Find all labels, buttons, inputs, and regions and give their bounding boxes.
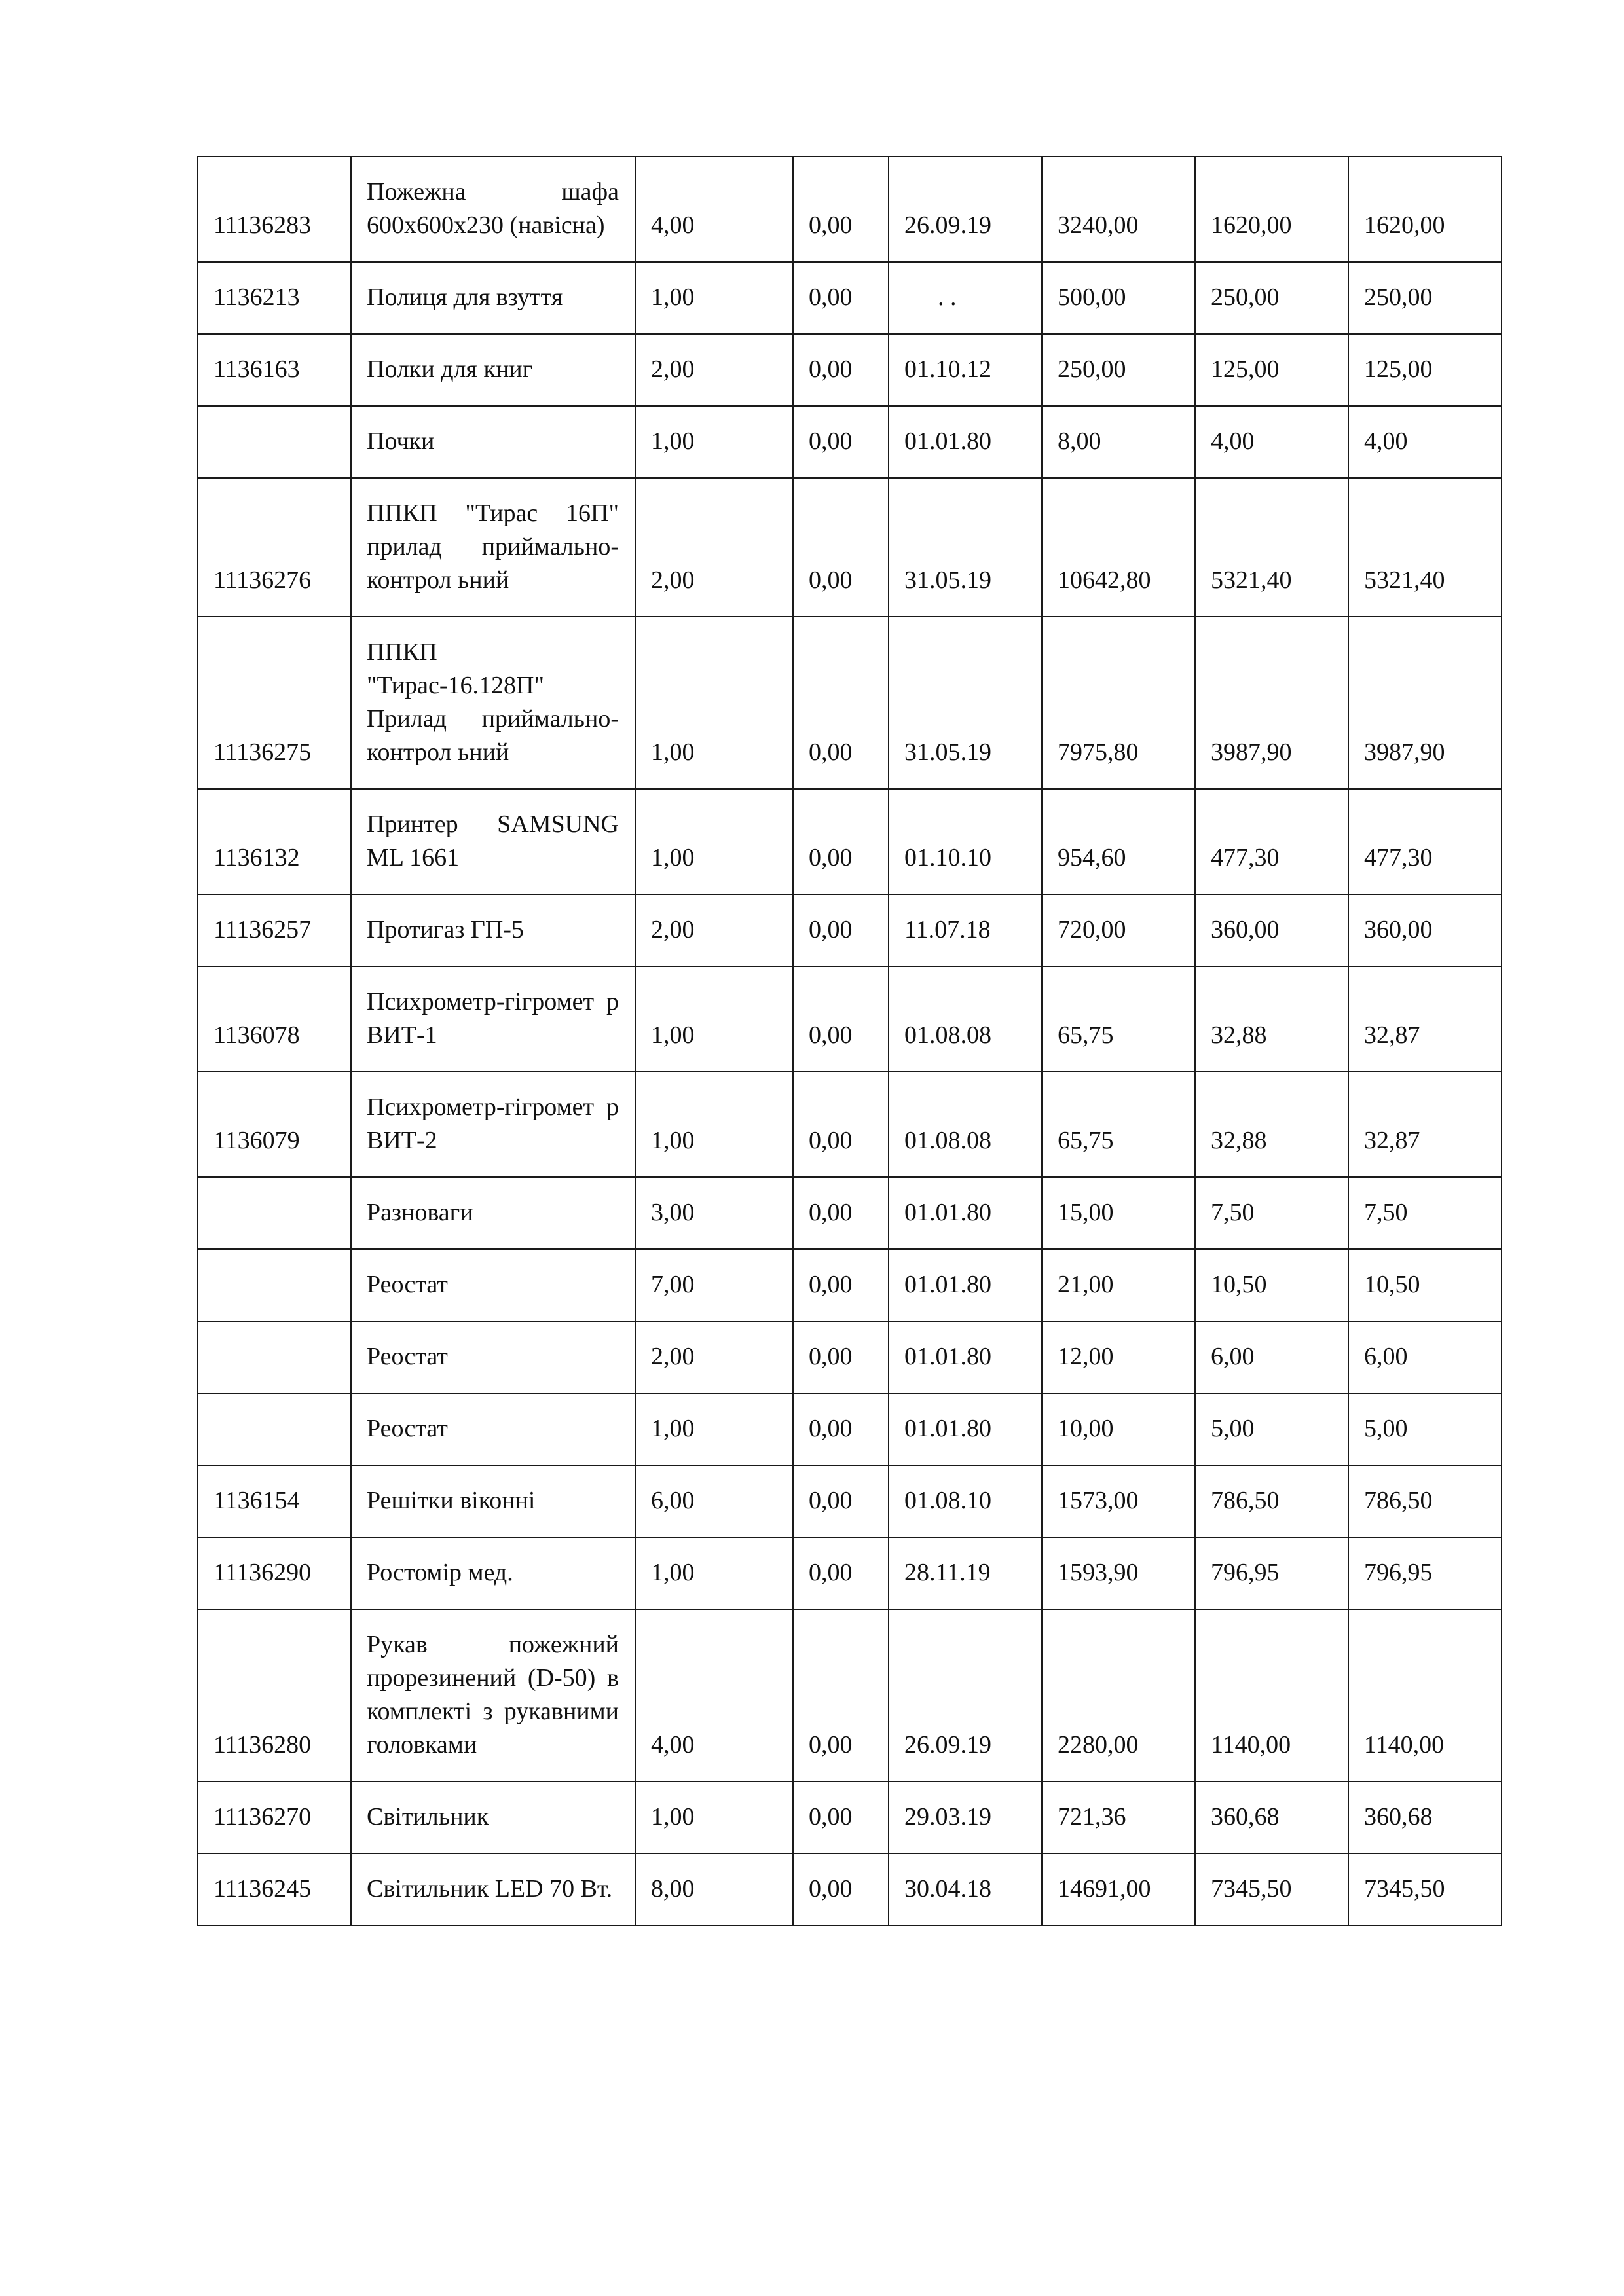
- date-cell: 01.01.80: [889, 1321, 1042, 1393]
- date-cell: 01.10.10: [889, 789, 1042, 894]
- date-cell: 30.04.18: [889, 1853, 1042, 1925]
- item-name-cell: Полиця для взуття: [351, 262, 635, 334]
- total-cost-cell: 65,75: [1042, 966, 1195, 1072]
- extra-value-cell: 0,00: [793, 1393, 889, 1465]
- date-cell: 26.09.19: [889, 156, 1042, 262]
- date-cell: . .: [889, 262, 1042, 334]
- total-cost-cell: 250,00: [1042, 334, 1195, 406]
- extra-value-cell: 0,00: [793, 966, 889, 1072]
- residual-value-cell: 360,00: [1348, 894, 1502, 966]
- extra-value-cell: 0,00: [793, 1609, 889, 1781]
- table-row: [198, 406, 1502, 478]
- date-cell: 26.09.19: [889, 1609, 1042, 1781]
- extra-value-cell: 0,00: [793, 1072, 889, 1177]
- residual-value-cell: 3987,90: [1348, 617, 1502, 789]
- depreciation-cell: 360,68: [1195, 1781, 1348, 1853]
- table-row: [198, 1249, 1502, 1321]
- extra-value-cell: 0,00: [793, 1465, 889, 1537]
- table-row: [198, 1072, 1502, 1177]
- depreciation-cell: 10,50: [1195, 1249, 1348, 1321]
- quantity-cell: 4,00: [635, 156, 793, 262]
- quantity-cell: 1,00: [635, 617, 793, 789]
- quantity-cell: 2,00: [635, 334, 793, 406]
- table-row: [198, 262, 1502, 334]
- date-cell: 29.03.19: [889, 1781, 1042, 1853]
- depreciation-cell: 1620,00: [1195, 156, 1348, 262]
- table-row: [198, 1781, 1502, 1853]
- depreciation-cell: 6,00: [1195, 1321, 1348, 1393]
- item-name-cell: Протигаз ГП-5: [351, 894, 635, 966]
- quantity-cell: 1,00: [635, 1537, 793, 1609]
- residual-value-cell: 250,00: [1348, 262, 1502, 334]
- inventory-number-cell: 11136275: [198, 617, 351, 789]
- total-cost-cell: 15,00: [1042, 1177, 1195, 1249]
- item-name-cell: ППКП "Тирас-16.128П" Прилад приймально-контрол ьний: [351, 617, 635, 789]
- quantity-cell: 2,00: [635, 1321, 793, 1393]
- inventory-number-cell: 11136245: [198, 1853, 351, 1925]
- residual-value-cell: 32,87: [1348, 1072, 1502, 1177]
- item-name-cell: Світильник LED 70 Вт.: [351, 1853, 635, 1925]
- inventory-number-cell: 11136280: [198, 1609, 351, 1781]
- quantity-cell: 1,00: [635, 262, 793, 334]
- inventory-number-cell: 11136257: [198, 894, 351, 966]
- inventory-number-cell: 11136276: [198, 478, 351, 617]
- table-row: [198, 1853, 1502, 1925]
- inventory-number-cell: 1136154: [198, 1465, 351, 1537]
- residual-value-cell: 1140,00: [1348, 1609, 1502, 1781]
- inventory-number-cell: [198, 1249, 351, 1321]
- inventory-number-cell: 1136078: [198, 966, 351, 1072]
- table-row: [198, 789, 1502, 894]
- total-cost-cell: 12,00: [1042, 1321, 1195, 1393]
- total-cost-cell: 721,36: [1042, 1781, 1195, 1853]
- date-cell: 01.01.80: [889, 1393, 1042, 1465]
- date-cell: 28.11.19: [889, 1537, 1042, 1609]
- residual-value-cell: 6,00: [1348, 1321, 1502, 1393]
- depreciation-cell: 5,00: [1195, 1393, 1348, 1465]
- table-row: [198, 334, 1502, 406]
- total-cost-cell: 8,00: [1042, 406, 1195, 478]
- date-cell: 31.05.19: [889, 478, 1042, 617]
- item-name-cell: Рукав пожежний прорезинений (D-50) в комплекті з рукавними головками: [351, 1609, 635, 1781]
- total-cost-cell: 954,60: [1042, 789, 1195, 894]
- inventory-sheet: [197, 156, 1502, 1926]
- extra-value-cell: 0,00: [793, 334, 889, 406]
- depreciation-cell: 3987,90: [1195, 617, 1348, 789]
- item-name-cell: Пожежна шафа 600х600х230 (навісна): [351, 156, 635, 262]
- item-name-cell: Реостат: [351, 1249, 635, 1321]
- residual-value-cell: 1620,00: [1348, 156, 1502, 262]
- residual-value-cell: 796,95: [1348, 1537, 1502, 1609]
- extra-value-cell: 0,00: [793, 1249, 889, 1321]
- residual-value-cell: 360,68: [1348, 1781, 1502, 1853]
- date-cell: 01.01.80: [889, 1249, 1042, 1321]
- depreciation-cell: 7345,50: [1195, 1853, 1348, 1925]
- total-cost-cell: 7975,80: [1042, 617, 1195, 789]
- residual-value-cell: 7,50: [1348, 1177, 1502, 1249]
- depreciation-cell: 4,00: [1195, 406, 1348, 478]
- table-row: [198, 1465, 1502, 1537]
- depreciation-cell: 5321,40: [1195, 478, 1348, 617]
- extra-value-cell: 0,00: [793, 1781, 889, 1853]
- depreciation-cell: 125,00: [1195, 334, 1348, 406]
- residual-value-cell: 477,30: [1348, 789, 1502, 894]
- extra-value-cell: 0,00: [793, 1853, 889, 1925]
- inventory-number-cell: 11136290: [198, 1537, 351, 1609]
- table-row: [198, 1393, 1502, 1465]
- residual-value-cell: 125,00: [1348, 334, 1502, 406]
- depreciation-cell: 250,00: [1195, 262, 1348, 334]
- inventory-number-cell: 1136079: [198, 1072, 351, 1177]
- inventory-number-cell: 1136213: [198, 262, 351, 334]
- date-cell: 11.07.18: [889, 894, 1042, 966]
- table-row: [198, 1321, 1502, 1393]
- inventory-number-cell: 11136270: [198, 1781, 351, 1853]
- table-row: [198, 478, 1502, 617]
- item-name-cell: Психрометр-гігромет р ВИТ-1: [351, 966, 635, 1072]
- inventory-number-cell: 1136132: [198, 789, 351, 894]
- inventory-rows: [198, 156, 1502, 1925]
- table-row: [198, 1609, 1502, 1781]
- table-row: [198, 894, 1502, 966]
- item-name-cell: Принтер SAMSUNG ML 1661: [351, 789, 635, 894]
- depreciation-cell: 1140,00: [1195, 1609, 1348, 1781]
- inventory-number-cell: [198, 406, 351, 478]
- inventory-number-cell: 11136283: [198, 156, 351, 262]
- table-row: [198, 1537, 1502, 1609]
- item-name-cell: Світильник: [351, 1781, 635, 1853]
- inventory-number-cell: [198, 1393, 351, 1465]
- quantity-cell: 1,00: [635, 789, 793, 894]
- date-cell: 01.01.80: [889, 406, 1042, 478]
- total-cost-cell: 10,00: [1042, 1393, 1195, 1465]
- total-cost-cell: 2280,00: [1042, 1609, 1195, 1781]
- date-cell: 01.08.08: [889, 966, 1042, 1072]
- extra-value-cell: 0,00: [793, 1177, 889, 1249]
- total-cost-cell: 1593,90: [1042, 1537, 1195, 1609]
- residual-value-cell: 10,50: [1348, 1249, 1502, 1321]
- total-cost-cell: 720,00: [1042, 894, 1195, 966]
- item-name-cell: Разноваги: [351, 1177, 635, 1249]
- total-cost-cell: 21,00: [1042, 1249, 1195, 1321]
- item-name-cell: Психрометр-гігромет р ВИТ-2: [351, 1072, 635, 1177]
- extra-value-cell: 0,00: [793, 617, 889, 789]
- total-cost-cell: 3240,00: [1042, 156, 1195, 262]
- inventory-number-cell: 1136163: [198, 334, 351, 406]
- item-name-cell: Реостат: [351, 1321, 635, 1393]
- residual-value-cell: 7345,50: [1348, 1853, 1502, 1925]
- residual-value-cell: 4,00: [1348, 406, 1502, 478]
- quantity-cell: 1,00: [635, 1781, 793, 1853]
- extra-value-cell: 0,00: [793, 406, 889, 478]
- total-cost-cell: 1573,00: [1042, 1465, 1195, 1537]
- depreciation-cell: 32,88: [1195, 966, 1348, 1072]
- extra-value-cell: 0,00: [793, 156, 889, 262]
- table-row: [198, 966, 1502, 1072]
- table-row: [198, 617, 1502, 789]
- extra-value-cell: 0,00: [793, 789, 889, 894]
- quantity-cell: 4,00: [635, 1609, 793, 1781]
- date-cell: 01.10.12: [889, 334, 1042, 406]
- item-name-cell: Полки для книг: [351, 334, 635, 406]
- quantity-cell: 2,00: [635, 478, 793, 617]
- extra-value-cell: 0,00: [793, 1537, 889, 1609]
- total-cost-cell: 10642,80: [1042, 478, 1195, 617]
- extra-value-cell: 0,00: [793, 262, 889, 334]
- quantity-cell: 6,00: [635, 1465, 793, 1537]
- depreciation-cell: 477,30: [1195, 789, 1348, 894]
- residual-value-cell: 5,00: [1348, 1393, 1502, 1465]
- item-name-cell: Реостат: [351, 1393, 635, 1465]
- quantity-cell: 1,00: [635, 406, 793, 478]
- item-name-cell: Ростомір мед.: [351, 1537, 635, 1609]
- table-row: [198, 1177, 1502, 1249]
- date-cell: 01.08.10: [889, 1465, 1042, 1537]
- quantity-cell: 8,00: [635, 1853, 793, 1925]
- extra-value-cell: 0,00: [793, 1321, 889, 1393]
- depreciation-cell: 360,00: [1195, 894, 1348, 966]
- date-cell: 01.01.80: [889, 1177, 1042, 1249]
- inventory-number-cell: [198, 1321, 351, 1393]
- inventory-number-cell: [198, 1177, 351, 1249]
- inventory-table: [197, 156, 1502, 1926]
- residual-value-cell: 32,87: [1348, 966, 1502, 1072]
- residual-value-cell: 786,50: [1348, 1465, 1502, 1537]
- quantity-cell: 2,00: [635, 894, 793, 966]
- quantity-cell: 1,00: [635, 1393, 793, 1465]
- extra-value-cell: 0,00: [793, 478, 889, 617]
- date-cell: 01.08.08: [889, 1072, 1042, 1177]
- depreciation-cell: 7,50: [1195, 1177, 1348, 1249]
- residual-value-cell: 5321,40: [1348, 478, 1502, 617]
- table-row: [198, 156, 1502, 262]
- total-cost-cell: 14691,00: [1042, 1853, 1195, 1925]
- total-cost-cell: 65,75: [1042, 1072, 1195, 1177]
- quantity-cell: 1,00: [635, 966, 793, 1072]
- extra-value-cell: 0,00: [793, 894, 889, 966]
- quantity-cell: 1,00: [635, 1072, 793, 1177]
- date-cell: 31.05.19: [889, 617, 1042, 789]
- total-cost-cell: 500,00: [1042, 262, 1195, 334]
- item-name-cell: ППКП "Тирас 16П" прилад приймально-контрол ьний: [351, 478, 635, 617]
- depreciation-cell: 786,50: [1195, 1465, 1348, 1537]
- quantity-cell: 3,00: [635, 1177, 793, 1249]
- item-name-cell: Решітки віконні: [351, 1465, 635, 1537]
- item-name-cell: Почки: [351, 406, 635, 478]
- depreciation-cell: 32,88: [1195, 1072, 1348, 1177]
- depreciation-cell: 796,95: [1195, 1537, 1348, 1609]
- quantity-cell: 7,00: [635, 1249, 793, 1321]
